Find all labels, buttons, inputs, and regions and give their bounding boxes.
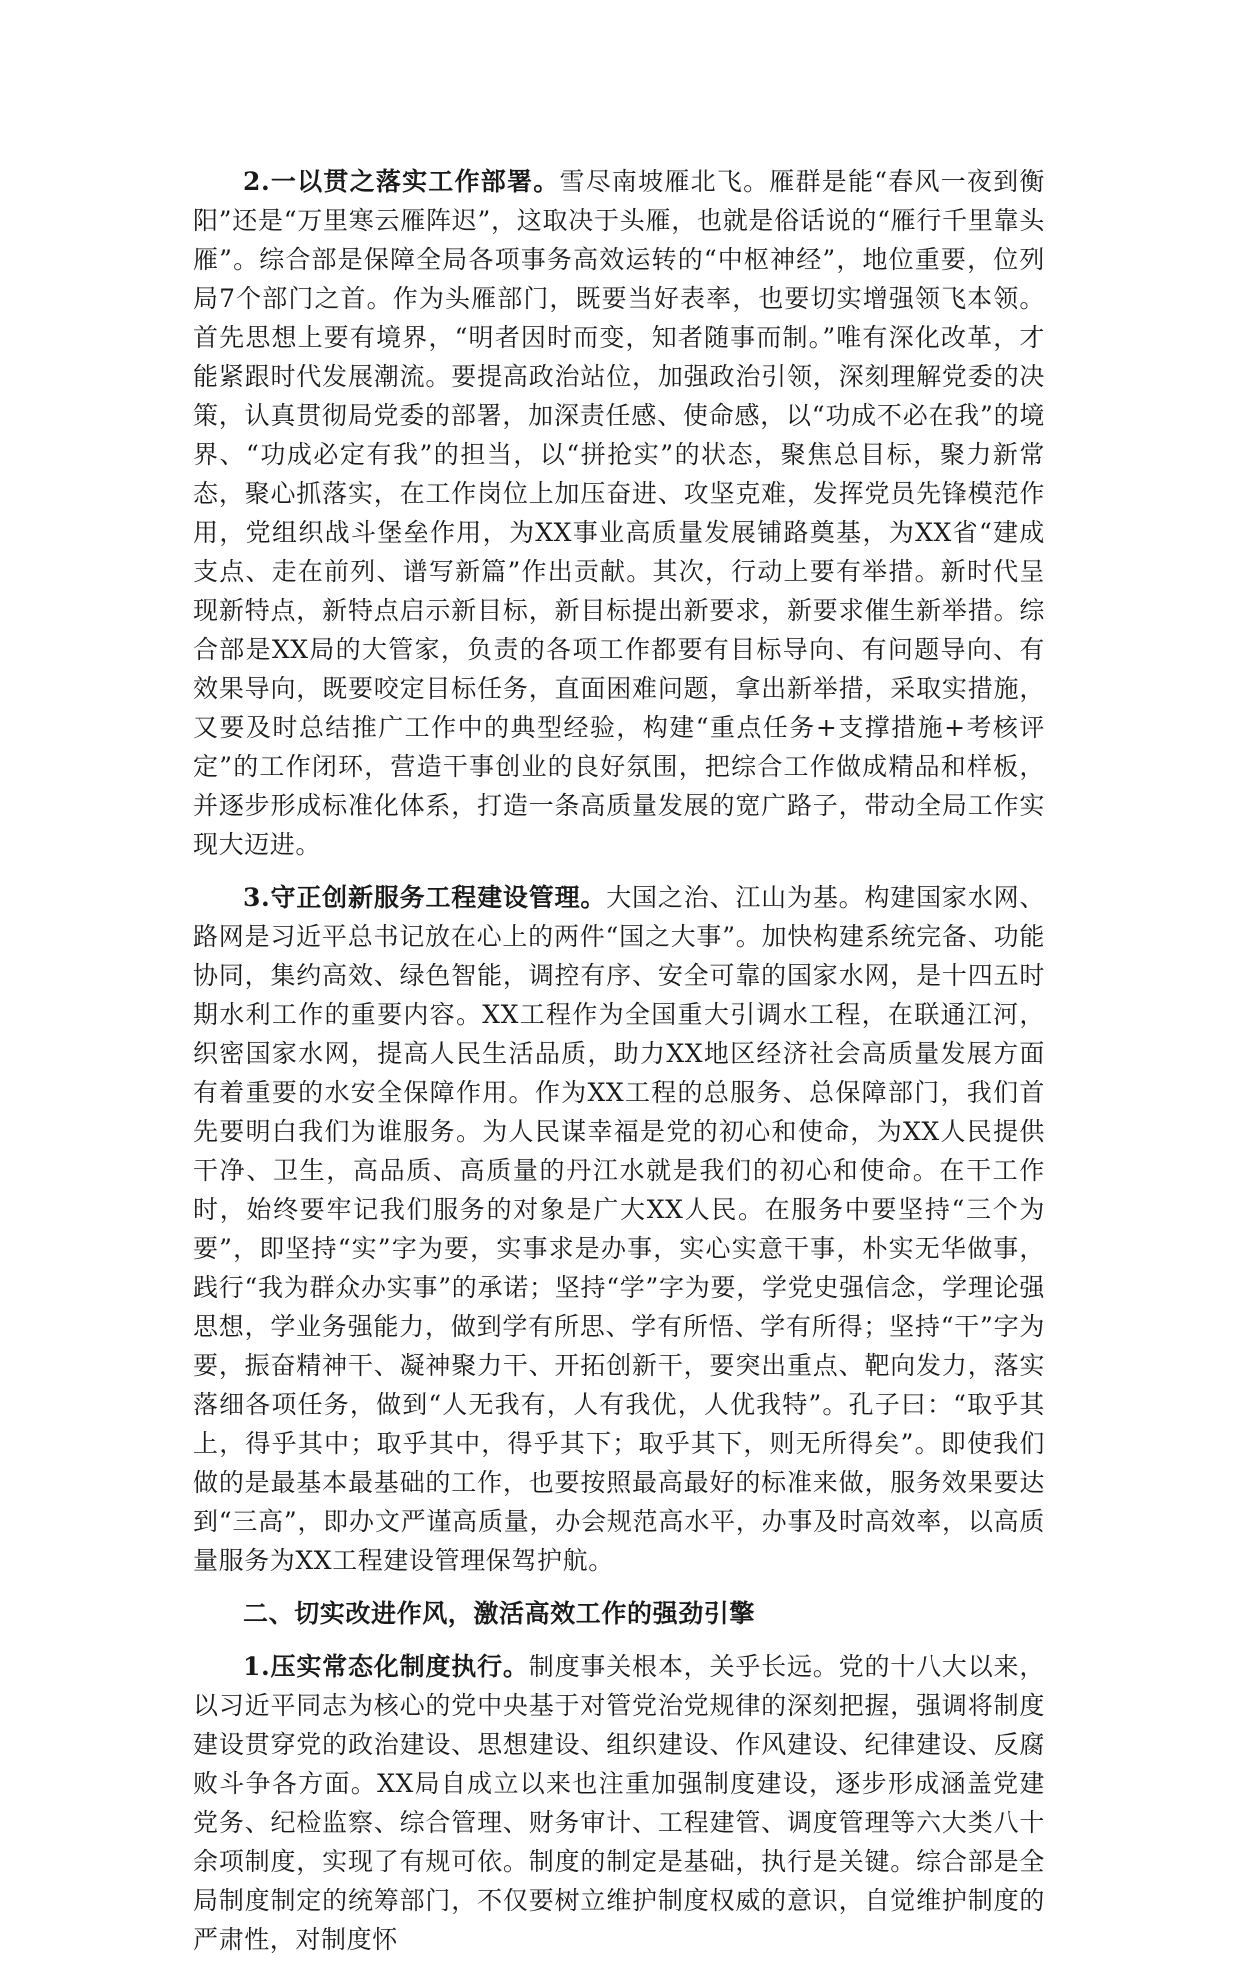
paragraph-lead: 2.一以贯之落实工作部署。 <box>243 167 560 196</box>
paragraph-body: 大国之治、江山为基。构建国家水网、路网是习近平总书记放在心上的两件“国之大事”。加快构建系统完备、功能协同，集约高效、绿色智能，调控有序、安全可靠的国家水网，是十四五时期水利工作的重要内容。XX工程作为全国重大引调水工程，在联通江河，织密国家水网，提高人民生活品质，助力XX地区经济社会高质量发展方面有着重要的水安全保障作用。作为XX工程的总服务、总保障部门，我们首先要明白我们为谁服务。为人民谋幸福是党的初心和使命，为XX人民提供干净、卫生，高品质、高质量的丹江水就是我们的初心和使命。在干工作时，始终要牢记我们服务的对象是广大XX人民。在服务中要坚持“三个为要”，即坚持“实”字为要，实事求是办事，实心实意干事，朴实无华做事，践行“我为群众办实事”的承诺；坚持“学”字为要，学党史强信念，学理论强思想，学业务强能力，做到学有所思、学有所悟、学有所得；坚持“干”字为要，振奋精神干、凝神聚力干、开拓创新干，要突出重点、靶向发力，落实落细各项任务，做到“人无我有，人有我优，人优我特”。孔子曰：“取乎其上，得乎其中；取乎其中，得乎其下；取乎其下，则无所得矣”。即使我们做的是最基本最基础的工作，也要按照最高最好的标准来做，服务效果要达到“三高”，即办文严谨高质量，办会规范高水平，办事及时高效率，以高质量服务为XX工程建设管理保驾护航。 <box>193 883 1046 1575</box>
paragraph-body: 制度事关根本，关乎长远。党的十八大以来，以习近平同志为核心的党中央基于对管党治党规律的深刻把握，强调将制度建设贯穿党的政治建设、思想建设、组织建设、作风建设、纪律建设、反腐败斗争各方面。XX局自成立以来也注重加强制度建设，逐步形成涵盖党建党务、纪检监察、综合管理、财务审计、工程建管、调度管理等六大类八十余项制度，实现了有规可依。制度的制定是基础，执行是关键。综合部是全局制度制定的统筹部门，不仅要树立维护制度权威的意识，自觉维护制度的严肃性，对制度怀 <box>193 1652 1045 1954</box>
paragraph-body: 雪尽南坡雁北飞。雁群是能“春风一夜到衡阳”还是“万里寒云雁阵迟”，这取决于头雁，也就是俗话说的“雁行千里靠头雁”。综合部是保障全局各项事务高效运转的“中枢神经”，地位重要，位列局7个部门之首。作为头雁部门，既要当好表率，也要切实增强领飞本领。首先思想上要有境界，“明者因时而变，知者随事而制。”唯有深化改革，才能紧跟时代发展潮流。要提高政治站位，加强政治引领，深刻理解党委的决策，认真贯彻局党委的部署，加深责任感、使命感，以“功成不必在我”的境界、“功成必定有我”的担当，以“拼抢实”的状态，聚焦总目标，聚力新常态，聚心抓落实，在工作岗位上加压奋进、攻坚克难，发挥党员先锋模范作用，党组织战斗堡垒作用，为XX事业高质量发展铺路奠基，为XX省“建成支点、走在前列、谱写新篇”作出贡献。其次，行动上要有举措。新时代呈现新特点，新特点启示新目标，新目标提出新要求，新要求催生新举措。综合部是XX局的大管家，负责的各项工作都要有目标导向、有问题导向、有效果导向，既要咬定目标任务，直面困难问题，拿出新举措，采取实措施，又要及时总结推广工作中的典型经验，构建“重点任务+支撑措施+考核评定”的工作闭环，营造干事创业的良好氛围，把综合工作做成精品和样板，并逐步形成标准化体系，打造一条高质量发展的宽广路子，带动全局工作实现大迈进。 <box>193 167 1045 859</box>
document-page <box>193 162 1045 1973</box>
paragraph-lead: 3.守正创新服务工程建设管理。 <box>243 883 607 912</box>
section-heading: 二、切实改进作风，激活高效工作的强劲引擎 <box>243 1599 756 1628</box>
paragraph-lead: 1.压实常态化制度执行。 <box>243 1652 529 1681</box>
paragraph-system-execution <box>193 1647 1045 1959</box>
paragraph-deployment <box>193 162 1045 864</box>
paragraph-innovation <box>193 878 1045 1580</box>
